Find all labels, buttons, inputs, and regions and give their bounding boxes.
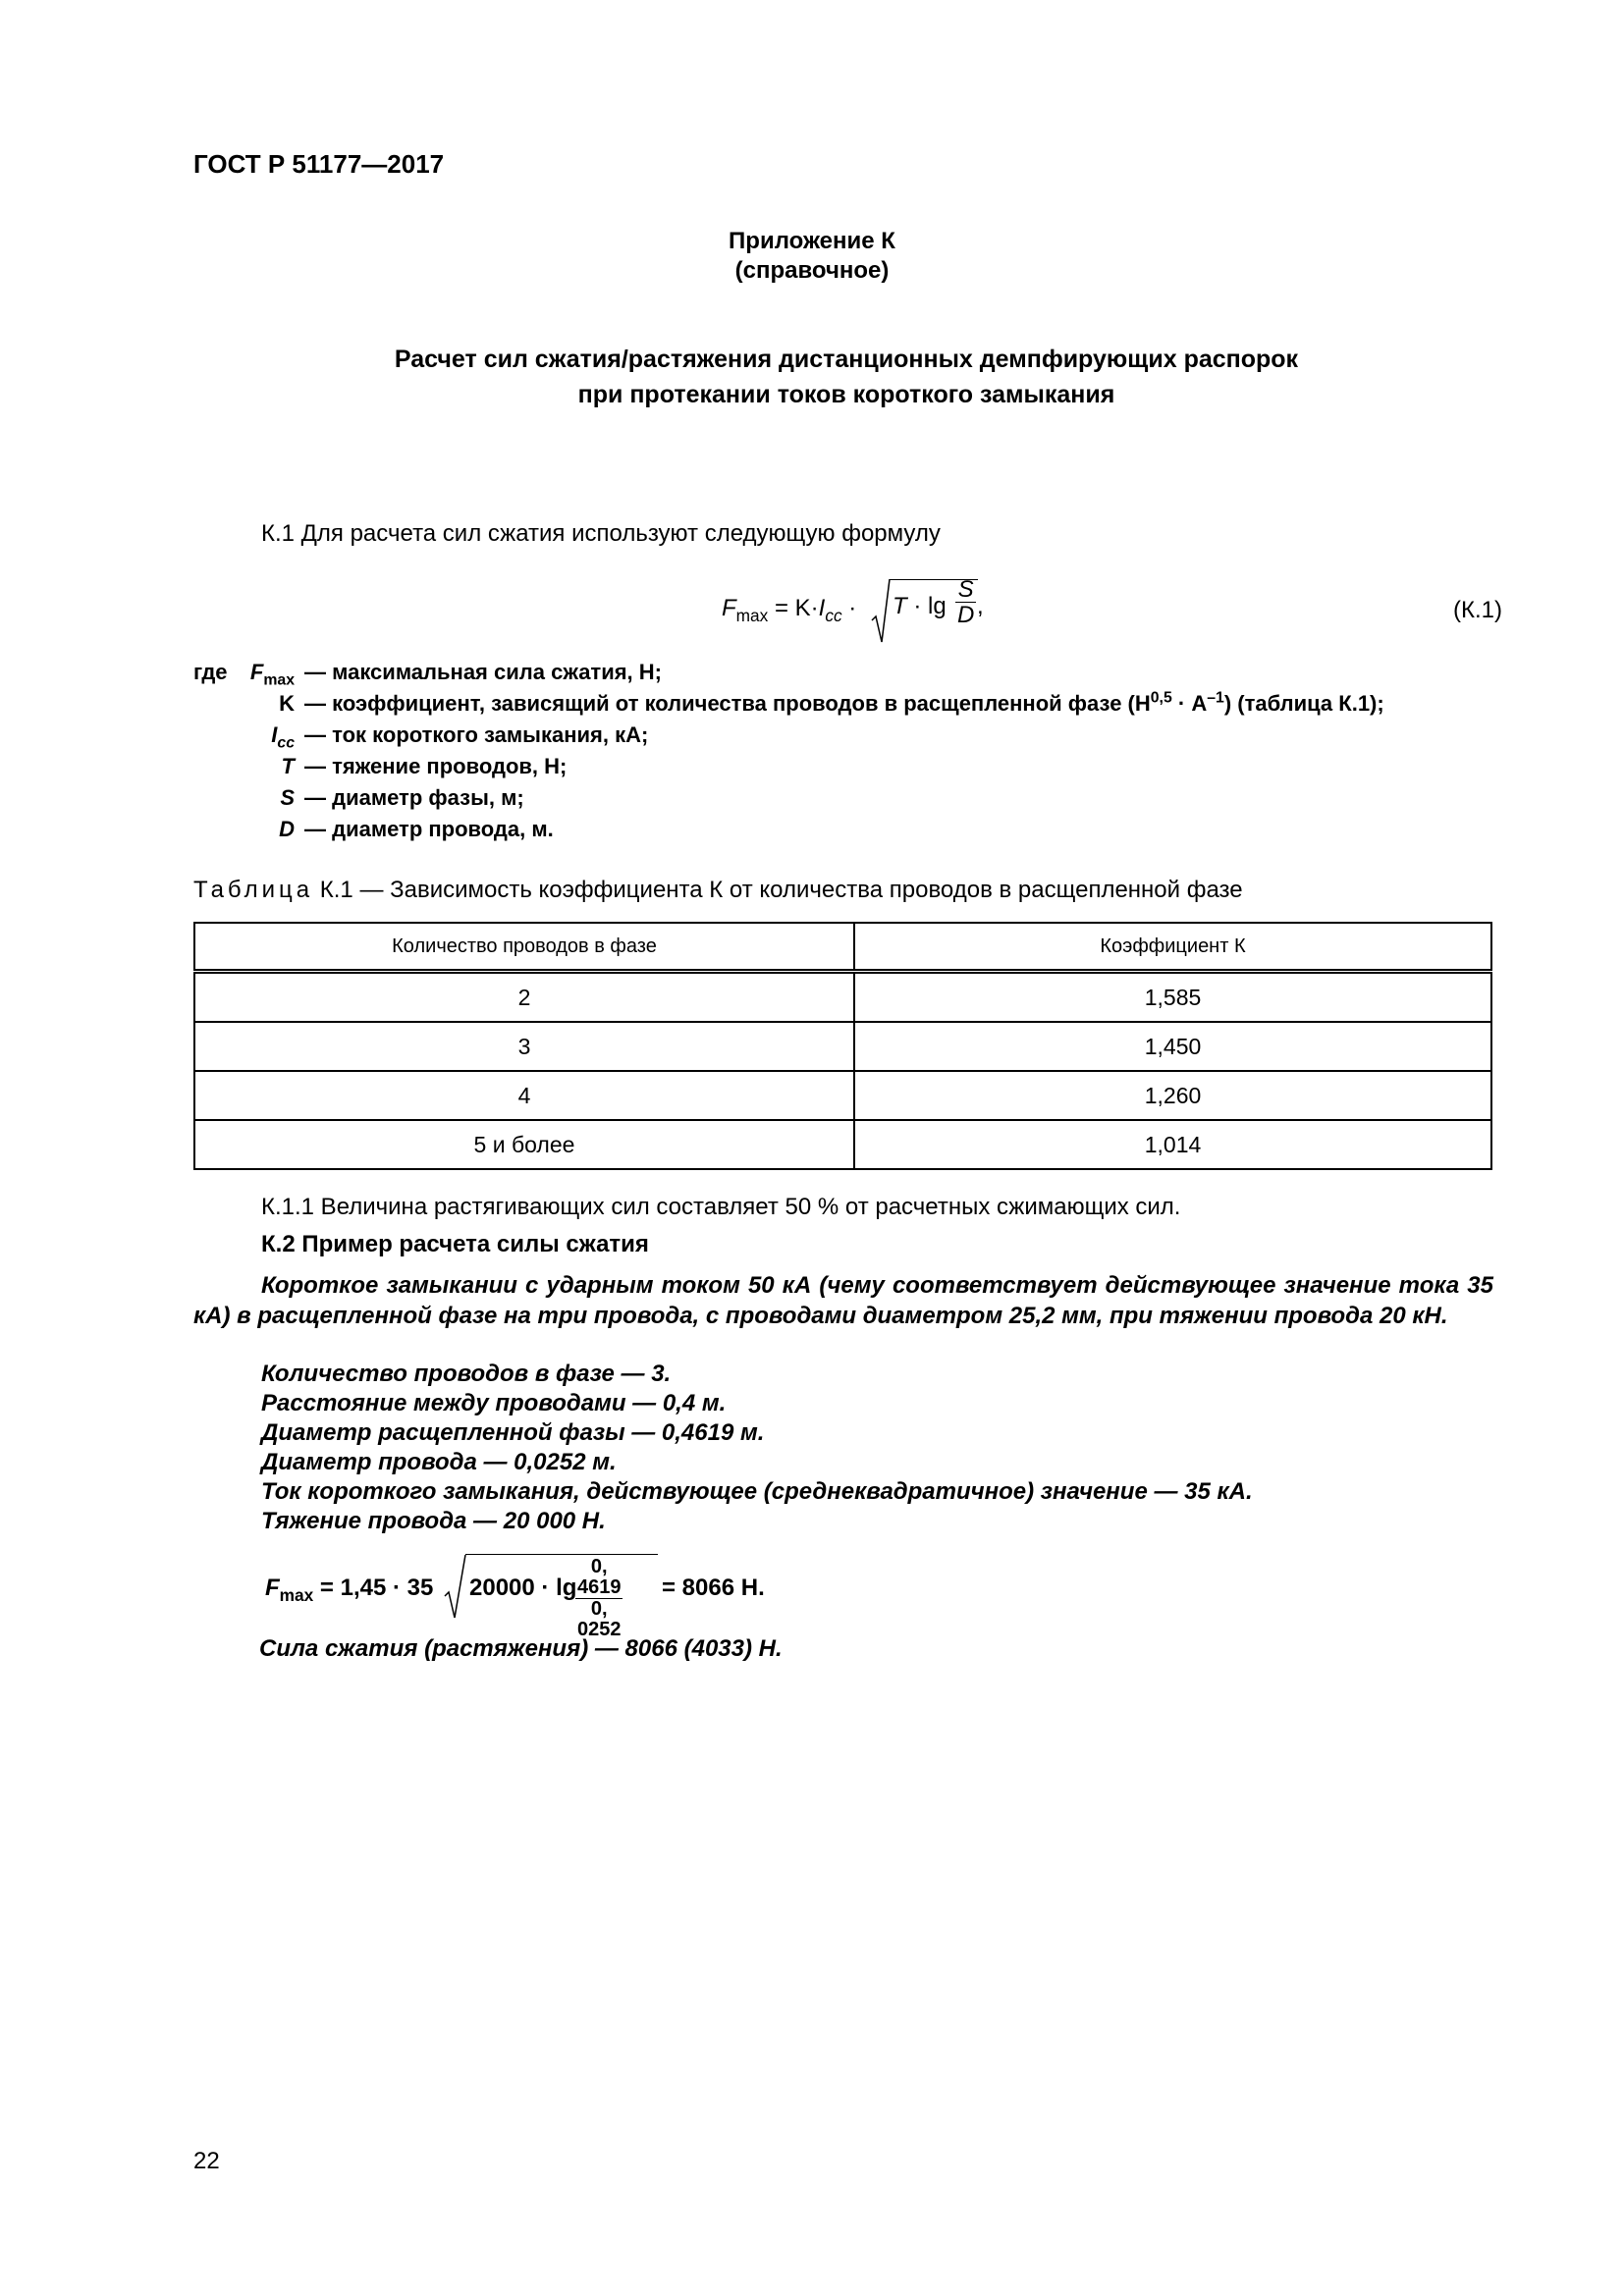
table-cell: 3 — [194, 1022, 854, 1071]
table-cell: 4 — [194, 1071, 854, 1120]
legend-symbol: F — [249, 660, 264, 684]
appendix-kind: (справочное) — [734, 257, 890, 284]
formula-lhs-sub: max — [735, 605, 769, 625]
formula-frac-den: D — [957, 602, 975, 629]
legend-row-d — [0, 817, 1624, 846]
table-row — [194, 1071, 1491, 1120]
main-title-line-1: Расчет сил сжатия/растяжения дистанционных демпфирующих распорок — [394, 346, 1299, 373]
document-code: ГОСТ Р 51177—2017 — [193, 149, 445, 179]
table-cell: 1,585 — [854, 972, 1491, 1023]
formula-dot: · — [848, 595, 857, 621]
legend-sub: max — [263, 671, 295, 689]
example-lhs-var: F — [265, 1575, 280, 1601]
legend-prefix: где — [193, 660, 228, 684]
example-line: Количество проводов в фазе — 3. — [261, 1361, 672, 1387]
legend-symbol: T — [281, 754, 295, 778]
example-line: Тяжение провода — 20 000 Н. — [261, 1508, 606, 1534]
main-title-line-2: при протекании токов короткого замыкания — [577, 381, 1115, 408]
example-result: = 8066 Н. — [662, 1575, 765, 1601]
example-frac-den: 0, 0252 — [577, 1598, 622, 1640]
example-frac-num: 0, 4619 — [577, 1556, 622, 1598]
legend-text: — максимальная сила сжатия, Н; — [304, 660, 662, 684]
example-line: Расстояние между проводами — 0,4 м. — [261, 1390, 727, 1416]
example-line: Диаметр провода — 0,0252 м. — [261, 1449, 617, 1475]
example-paragraph: Короткое замыкании с ударным током 50 кА (чему соответствует действующее значение тока 35 кА) в расщепленной фазе на три провода, с проводами диаметром 25,2 мм, при тяжении провода 20 кН. — [193, 1272, 1493, 1329]
table-caption-text: К.1 — Зависимость коэффициента К от количества проводов в расщепленной фазе — [313, 877, 1243, 903]
section-k11: К.1.1 Величина растягивающих сил составляет 50 % от расчетных сжимающих сил. — [261, 1194, 1181, 1220]
legend-text: — диаметр фазы, м; — [304, 785, 524, 810]
table-cell: 1,260 — [854, 1071, 1491, 1120]
legend-symbol: S — [280, 785, 295, 810]
formula-trailing: , — [977, 593, 984, 619]
sqrt-icon — [444, 1553, 467, 1622]
formula-lhs-var: F — [722, 595, 736, 621]
formula-lg: · lg — [913, 593, 947, 619]
example-conclusion: Сила сжатия (растяжения) — 8066 (4033) Н. — [259, 1635, 783, 1662]
formula-number: (К.1) — [1453, 597, 1502, 623]
legend-row-t — [0, 754, 1624, 783]
coefficient-table — [193, 922, 1492, 1170]
table-header-row — [194, 923, 1491, 972]
formula-tension-var: T — [893, 593, 907, 619]
formula-k1 — [722, 577, 997, 646]
table-caption-label: Таблица — [193, 877, 314, 903]
table-header-cell: Количество проводов в фазе — [194, 923, 854, 972]
section-k2-heading: К.2 Пример расчета силы сжатия — [261, 1231, 649, 1257]
formula-current-var: I — [818, 595, 826, 621]
legend-text: — ток короткого замыкания, кА; — [304, 722, 649, 747]
legend-row-s — [0, 785, 1624, 815]
example-lhs-sub: max — [279, 1584, 314, 1605]
example-line: Ток короткого замыкания, действующее (среднеквадратичное) значение — 35 кА. — [261, 1478, 1253, 1505]
table-cell: 1,014 — [854, 1120, 1491, 1169]
formula-rhs-prefix: = K· — [774, 595, 819, 621]
example-coef: = 1,45 · 35 — [319, 1575, 434, 1601]
legend-text: — тяжение проводов, Н; — [304, 754, 568, 778]
legend-row-k — [0, 691, 1624, 721]
page-number: 22 — [193, 2148, 220, 2174]
formula-sqrt — [871, 576, 984, 646]
section-k1-intro: К.1 Для расчета сил сжатия используют следующую формулу — [261, 520, 941, 547]
table-row — [194, 1022, 1491, 1071]
legend-text: — коэффициент, зависящий от количества проводов в расщепленной фазе $(Н^{0,5} \cdot А^{-1})$ (таблица К.1); — [304, 689, 1384, 716]
legend-symbol: D — [279, 817, 295, 841]
table-caption — [193, 877, 1243, 904]
table-cell: 2 — [194, 972, 854, 1023]
table-cell: 1,450 — [854, 1022, 1491, 1071]
sqrt-icon — [871, 577, 891, 646]
table-row — [194, 1120, 1491, 1169]
table-cell: 5 и более — [194, 1120, 854, 1169]
formula-current-sub: cc — [825, 605, 842, 625]
legend-sub: cc — [277, 734, 295, 752]
appendix-title: Приложение К — [729, 228, 895, 254]
table-row — [194, 972, 1491, 1023]
legend-row-icc — [0, 722, 1624, 752]
legend-row-fmax — [0, 660, 1624, 689]
legend-text: — диаметр провода, м. — [304, 817, 554, 841]
legend-symbol: I — [271, 722, 278, 747]
legend-symbol: K — [279, 691, 295, 716]
table-header-cell: Коэффициент К — [854, 923, 1491, 972]
formula-frac-num: S — [955, 577, 976, 603]
example-line: Диаметр расщепленной фазы — 0,4619 м. — [261, 1419, 765, 1446]
example-radicand: 20000 · lg — [469, 1575, 577, 1601]
